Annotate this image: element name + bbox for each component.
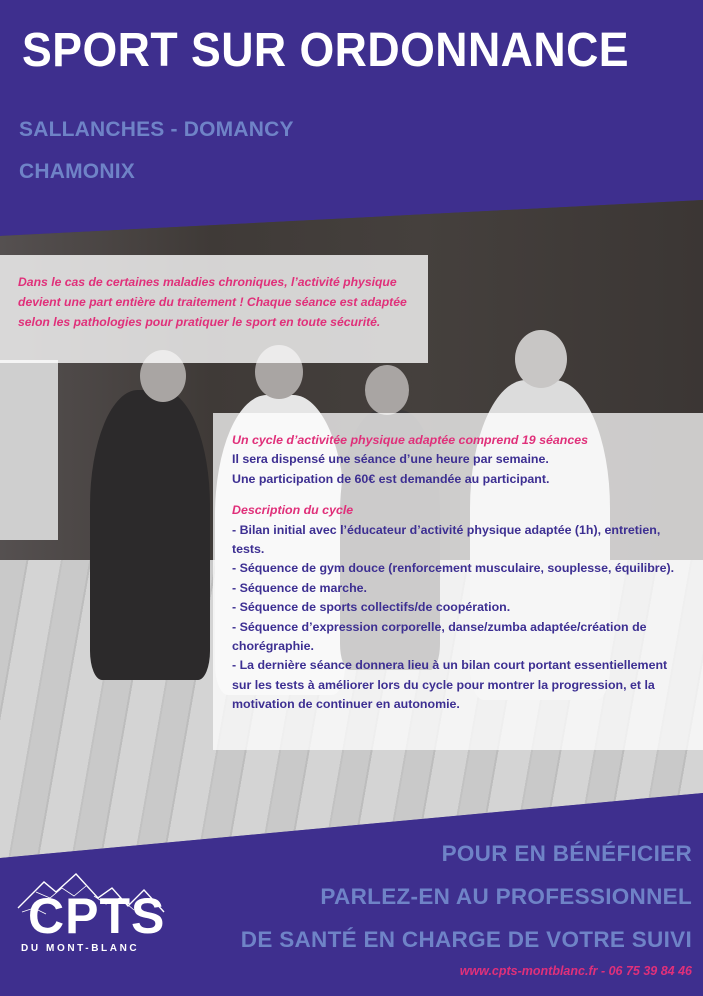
logo-wordmark: CPTS bbox=[28, 888, 166, 944]
cta-line-1: POUR EN BÉNÉFICIER bbox=[441, 841, 692, 866]
intro-text: Dans le cas de certaines maladies chroniques, l’activité physique devient une part entière du traitement ! Chaque séance est adaptée selon les pathologies pour pratiquer le sport en toute sécurité. bbox=[18, 275, 407, 329]
contact-info[interactable]: www.cpts-montblanc.fr - 06 75 39 84 46 bbox=[459, 964, 692, 978]
cycle-description-heading: Description du cycle bbox=[232, 503, 354, 518]
photo-window bbox=[0, 360, 58, 540]
cycle-item: - La dernière séance donnera lieu à un bilan court portant essentiellement sur les tests à améliorer lors du cycle pour montrer la progression, et la motivation de continuer en autonomie. bbox=[232, 658, 668, 712]
page-title: SPORT SUR ORDONNANCE bbox=[22, 24, 630, 77]
person-head bbox=[365, 365, 409, 415]
logo-subtext: DU MONT-BLANC bbox=[21, 943, 140, 954]
details-box bbox=[213, 413, 703, 750]
cycle-item: - Séquence de marche. bbox=[232, 580, 367, 595]
cta-line-3: DE SANTÉ EN CHARGE DE VOTRE SUIVI bbox=[240, 927, 692, 952]
cycle-item: - Séquence d’expression corporelle, danse/zumba adaptée/création de chorégraphie. bbox=[232, 619, 647, 654]
location-line-2: CHAMONIX bbox=[19, 160, 135, 183]
cta-line-2: PARLEZ-EN AU PROFESSIONNEL bbox=[320, 884, 692, 909]
cycle-item: - Séquence de gym douce (renforcement musculaire, souplesse, équilibre). bbox=[232, 561, 675, 576]
intro-box bbox=[0, 255, 428, 363]
cycle-item: - Séquence de sports collectifs/de coopération. bbox=[232, 600, 511, 615]
cycle-item: - Bilan initial avec l’éducateur d’activité physique adaptée (1h), entretien, tests. bbox=[232, 522, 661, 557]
location-line-1: SALLANCHES - DOMANCY bbox=[19, 118, 294, 141]
cycle-summary-heading: Un cycle d’activitée physique adaptée comprend 19 séances bbox=[232, 433, 589, 447]
person-head bbox=[515, 330, 567, 388]
session-frequency: Il sera dispensé une séance d’une heure par semaine. bbox=[232, 452, 549, 467]
participation-fee: Une participation de 60€ est demandée au participant. bbox=[232, 471, 550, 486]
person-figure bbox=[90, 390, 210, 680]
